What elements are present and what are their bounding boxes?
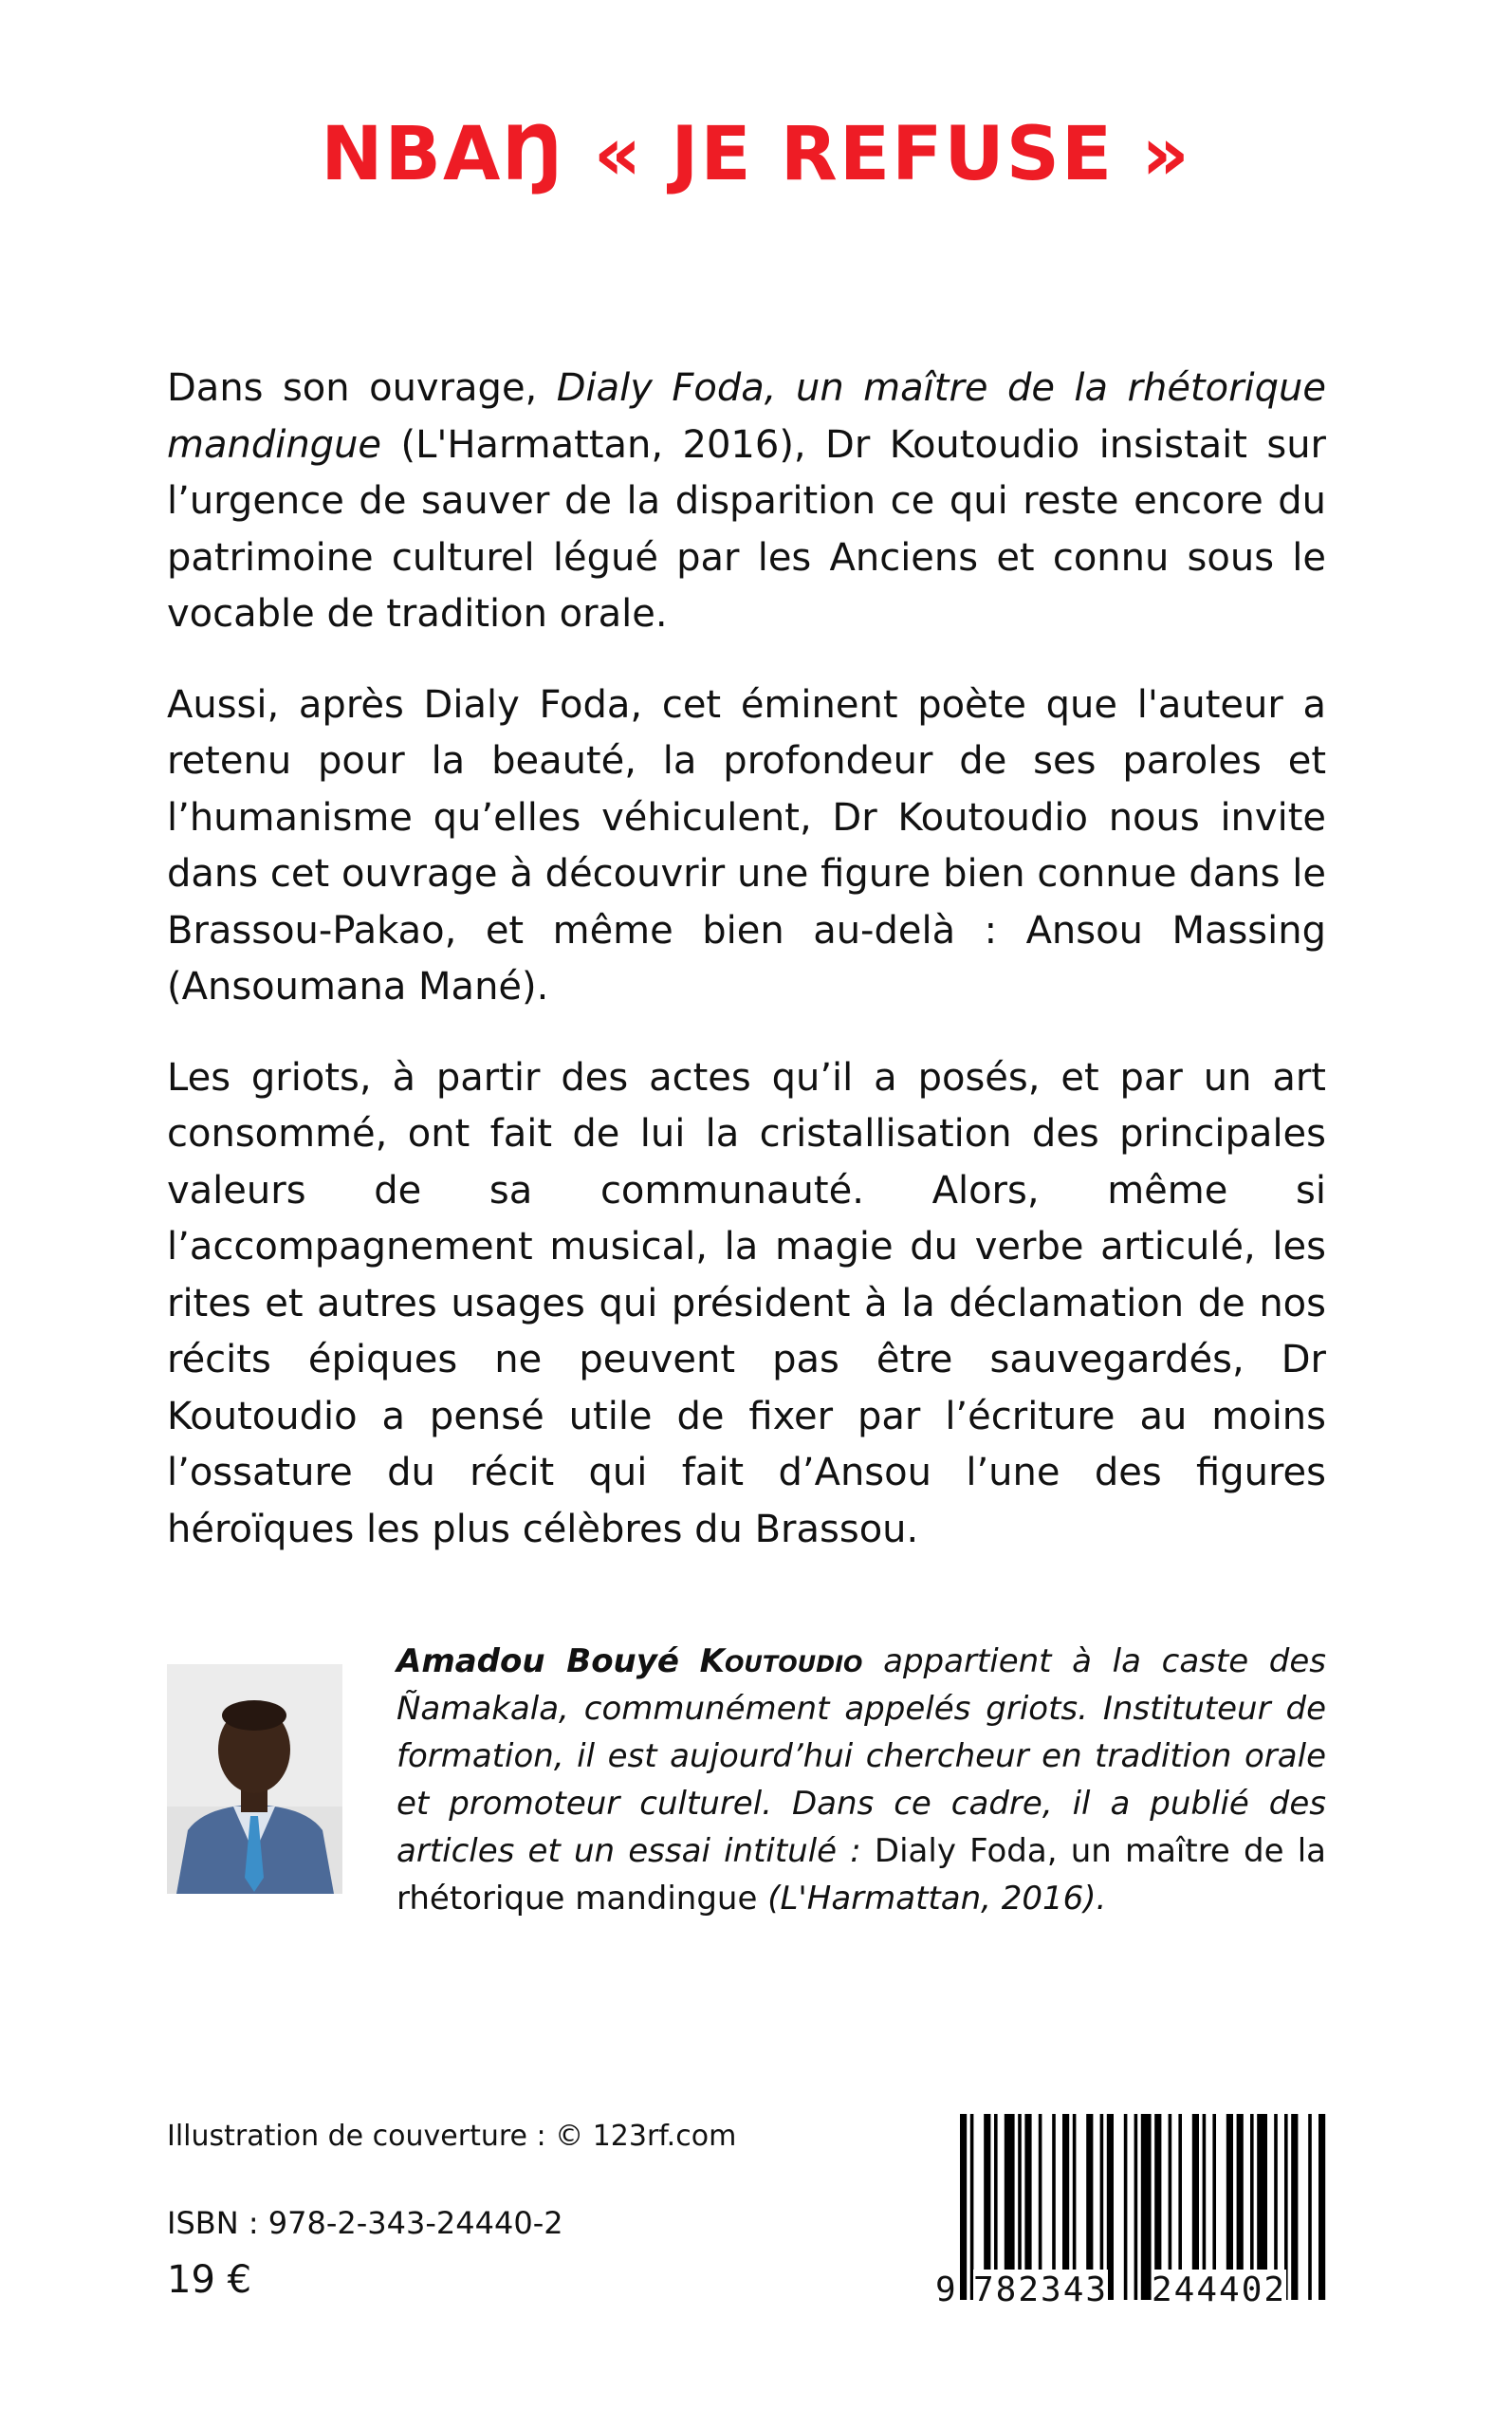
bio-text-1: appartient à la caste des Ñamakala, communément appelés griots. Instituteur de formation, il est aujourd’hui chercheur en tradition orale et promoteur culturel. Dans ce cadre, il a publié des articles et un essai intitulé : — [396, 1642, 1327, 1870]
illustration-credit: Illustration de couverture : © 123rf.com — [167, 2120, 737, 2153]
paragraph-3: Les griots, à partir des actes qu’il a posés, et par un art consommé, ont fait de lui la cristallisation des principales valeurs de sa communauté. Alors, même si l’accompagnement musical, la magie du verbe articulé, les rites et autres usages qui président à la déclamation de nos récits épiques ne peuvent pas être sauvegardés, Dr Koutoudio a pensé utile de fixer par l’écriture au moins l’ossature du récit qui fait d’Ansou l’une des figures héroïques les plus célèbres du Brassou. — [167, 1055, 1326, 1551]
isbn: ISBN : 978-2-343-24440-2 — [167, 2205, 563, 2241]
author-photo — [167, 1664, 342, 1894]
paragraph-2: Aussi, après Dialy Foda, cet éminent poète que l'auteur a retenu pour la beauté, la profondeur de ses paroles et l’humanisme qu’elles véhiculent, Dr Koutoudio nous invite dans cet ouvrage à découvrir une figure bien connue dans le Brassou-Pakao, et même bien au-delà : Ansou Massing (Ansoumana Mané). — [167, 682, 1326, 1009]
price: 19 € — [167, 2258, 252, 2302]
author-bio — [396, 1638, 1326, 1922]
author-first-names: Amadou Bouyé — [396, 1642, 679, 1680]
paragraph-1-end: (L'Harmattan, 2016), Dr Koutoudio insistait sur l’urgence de sauver de la disparition ce qui reste encore du patrimoine culturel légué par les Anciens et connu sous le vocable de tradition orale. — [167, 422, 1326, 636]
author-surname: Koutoudio — [699, 1642, 863, 1680]
barcode-left-digits: 782343 — [973, 2270, 1109, 2309]
book-title: NBAŊ « JE REFUSE » — [321, 112, 1191, 197]
barcode-right-digits: 244402 — [1152, 2270, 1287, 2309]
barcode-first-digit: 9 — [935, 2270, 956, 2309]
back-cover-text — [167, 361, 1326, 1592]
author-portrait-image — [167, 1664, 342, 1894]
paragraph-1-start: Dans son ouvrage, — [167, 366, 557, 410]
bio-book-title: Dialy Foda, un maître de la rhétorique mandingue — [396, 1832, 1327, 1918]
bio-text-2: (L'Harmattan, 2016). — [757, 1880, 1107, 1918]
paragraph-1 — [167, 361, 1326, 643]
paragraph-1-book-title: Dialy Foda, un maître de la rhétorique mandingue — [167, 366, 1326, 467]
